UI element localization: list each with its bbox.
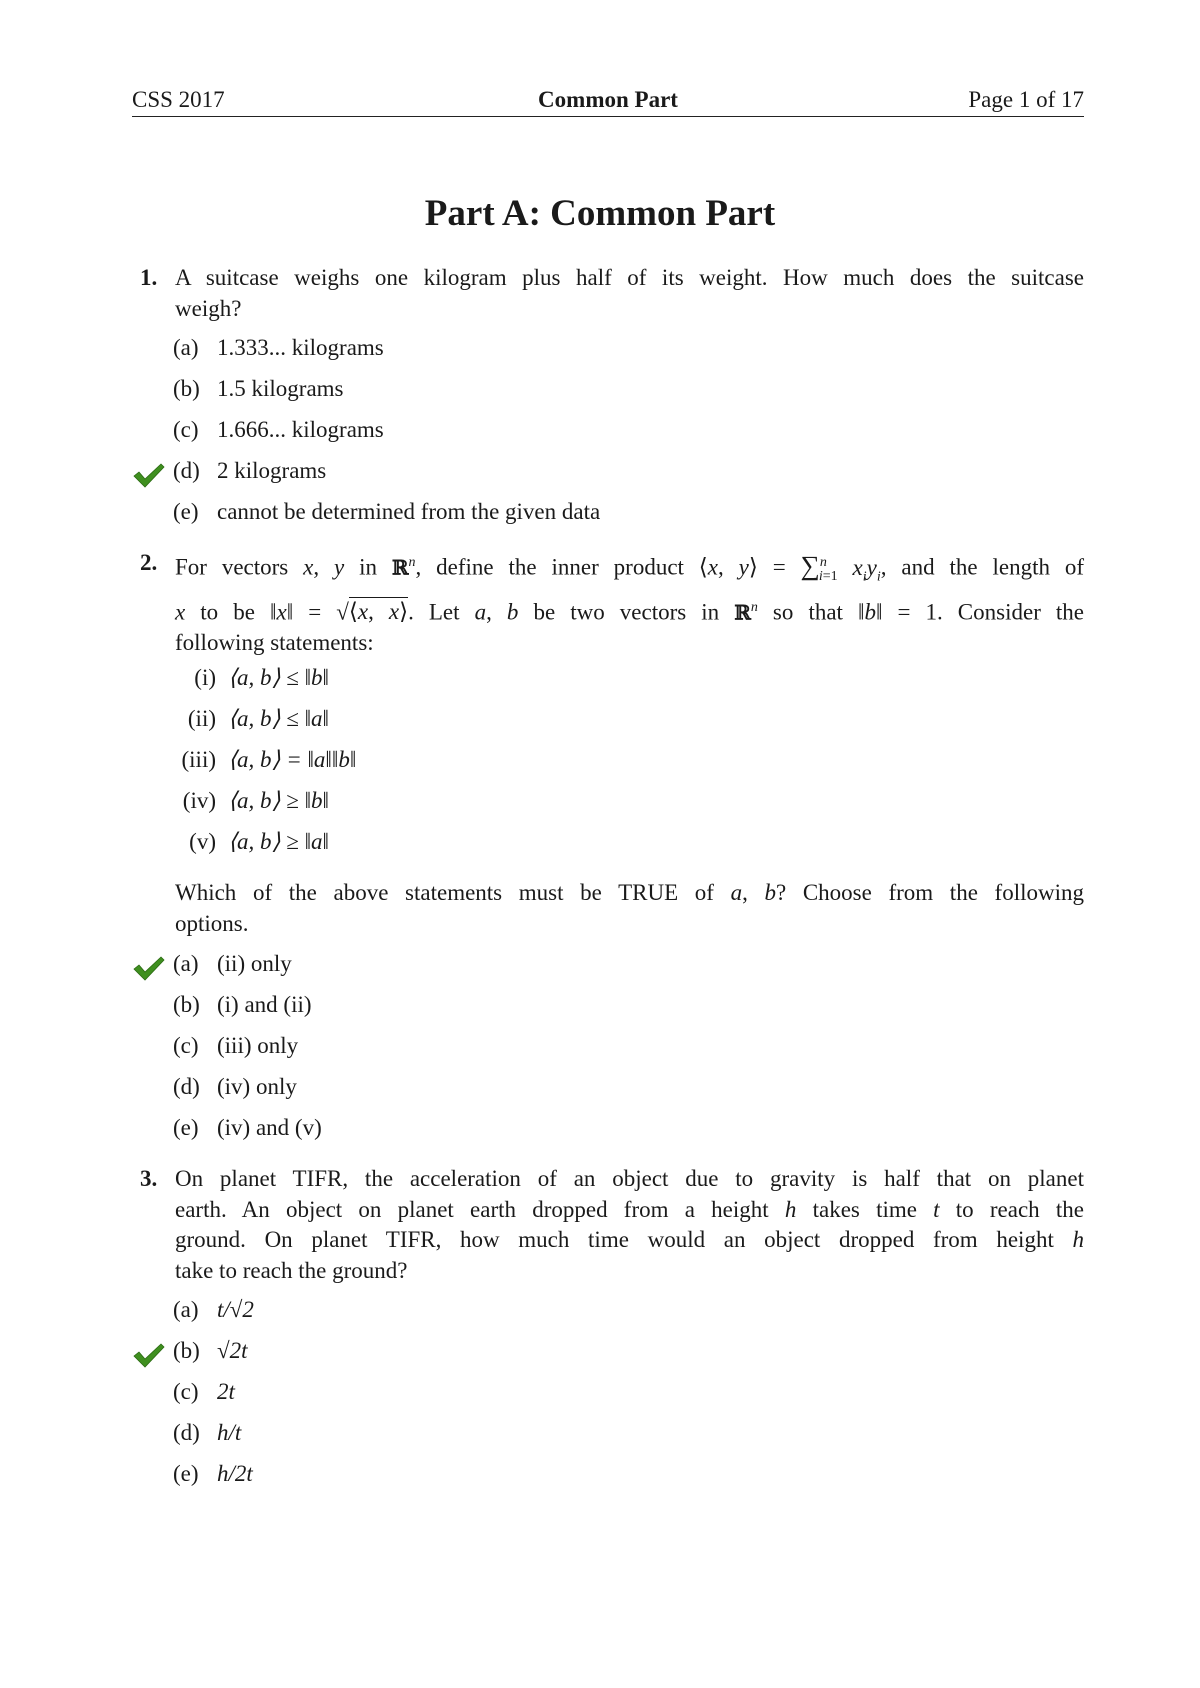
question-1	[140, 263, 1084, 324]
option-3c: (c) 2t	[173, 1379, 235, 1404]
question-text-line: following statements:	[175, 629, 374, 655]
option-2a: (a) (ii) only	[173, 951, 292, 976]
question-text-line: A suitcase weighs one kilogram plus half of its weight. How much does the suitcase	[175, 265, 1084, 290]
option-1b: (b) 1.5 kilograms	[173, 376, 344, 401]
question-text-line: weigh?	[175, 295, 242, 321]
option-1d: (d) 2 kilograms	[173, 458, 327, 483]
question-number: 1.	[140, 265, 158, 290]
option-3b: (b) √2t	[173, 1338, 248, 1363]
option-3e: (e) h/2t	[173, 1461, 253, 1486]
question-text-line: x to be ‖x‖ = √⟨x, x⟩. Let a, b be two vectors in ℝ$^n$ so that ‖b‖ = 1. Consider the	[175, 599, 1085, 625]
question-text	[175, 263, 1084, 324]
running-header	[132, 84, 1084, 117]
question-text-line: Which of the above statements must be TRUE of a, b? Choose from the following	[175, 880, 1084, 905]
question-number: 3.	[140, 1166, 158, 1191]
question-text-line: ground. On planet TIFR, how much time would an object dropped from height h	[175, 1227, 1084, 1252]
option-3d: (d) h/t	[173, 1420, 242, 1445]
header-page-number: Page 1 of 17	[968, 87, 1084, 112]
statement-i: (i) ⟨a, b⟩ ≤ ‖b‖	[194, 665, 329, 690]
part-title: Part A: Common Part	[424, 193, 776, 234]
option-2d: (d) (iv) only	[173, 1074, 297, 1099]
question-text	[175, 548, 1084, 658]
question-2	[140, 548, 1084, 658]
checkmark-icon	[133, 462, 165, 488]
checkmark-icon	[133, 1342, 165, 1368]
question-text-line: On planet TIFR, the acceleration of an object due to gravity is half that on planet	[175, 1166, 1084, 1191]
option-2c: (c) (iii) only	[173, 1033, 299, 1058]
question-number: 2.	[140, 550, 158, 575]
option-2b: (b) (i) and (ii)	[173, 992, 312, 1017]
option-1a: (a) 1.333... kilograms	[173, 335, 384, 360]
statement-ii: (ii) ⟨a, b⟩ ≤ ‖a‖	[187, 706, 329, 731]
question-3	[140, 1164, 1084, 1286]
option-1e: (e) cannot be determined from the given data	[173, 499, 601, 524]
option-3a: (a) t/√2	[173, 1297, 254, 1322]
option-1c: (c) 1.666... kilograms	[173, 417, 384, 442]
question-2-prompt	[140, 878, 1084, 939]
statement-iii: (iii) ⟨a, b⟩ = ‖a‖‖b‖	[181, 747, 357, 772]
header-section-title: Common Part	[538, 87, 678, 112]
checkmark-icon	[133, 955, 165, 981]
question-text	[175, 878, 1084, 939]
question-text	[175, 1164, 1084, 1286]
question-text-line: For vectors x, y in ℝ$^n$, define the inner product ⟨x, y⟩ = ∑$^n_{i=1}$ $x_iy_i$, and the length of	[175, 550, 1085, 585]
question-text-line: earth. An object on planet earth dropped from a height h takes time t to reach the	[175, 1196, 1084, 1222]
option-2e: (e) (iv) and (v)	[173, 1115, 322, 1140]
statement-iv: (iv) ⟨a, b⟩ ≥ ‖b‖	[182, 788, 329, 813]
question-text-line: take to reach the ground?	[175, 1257, 408, 1283]
header-exam-code: CSS 2017	[132, 87, 225, 112]
question-text-line: options.	[175, 910, 249, 936]
statement-v: (v) ⟨a, b⟩ ≥ ‖a‖	[189, 829, 329, 854]
